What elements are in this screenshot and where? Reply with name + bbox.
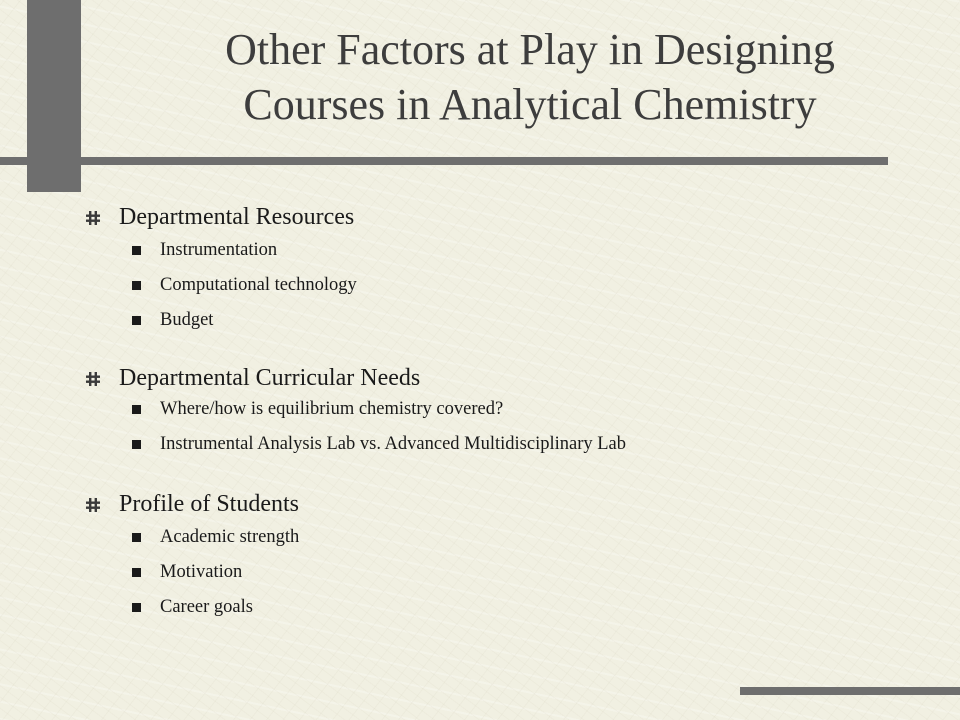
- slide-title-line-2: Courses in Analytical Chemistry: [243, 80, 817, 129]
- bullet-level2: [132, 595, 299, 630]
- bullet-level1: [86, 363, 626, 393]
- bullet-level1-text: Profile of Students: [119, 491, 299, 517]
- bullet-level2: [132, 308, 357, 343]
- bullet-level2-text: Budget: [160, 310, 214, 330]
- bullet-level2-text: Motivation: [160, 562, 243, 582]
- section-departmental-curricular-needs: [86, 363, 626, 467]
- bullet-level2-text: Where/how is equilibrium chemistry covered?: [160, 399, 504, 419]
- bullet-level2-text: Career goals: [160, 597, 253, 617]
- square-bullet-icon: [132, 246, 141, 255]
- bullet-level2-text: Computational technology: [160, 275, 357, 295]
- slide-title-line-1: Other Factors at Play in Designing: [225, 25, 835, 74]
- square-bullet-icon: [132, 316, 141, 325]
- bullet-level2: [132, 397, 626, 432]
- bullet-level2: [132, 273, 357, 308]
- hash-bullet-icon: [86, 211, 100, 225]
- bullet-level2: [132, 432, 626, 467]
- square-bullet-icon: [132, 405, 141, 414]
- section-departmental-resources: [86, 202, 357, 343]
- bullet-level1-text: Departmental Resources: [119, 204, 355, 230]
- bullet-level1: [86, 202, 357, 232]
- square-bullet-icon: [132, 603, 141, 612]
- bullet-level2: [132, 560, 299, 595]
- bullet-level2-text: Instrumentation: [160, 240, 278, 260]
- bullet-level2: [132, 525, 299, 560]
- square-bullet-icon: [132, 533, 141, 542]
- square-bullet-icon: [132, 568, 141, 577]
- bullet-level2: [132, 238, 357, 273]
- bullet-level2-text: Instrumental Analysis Lab vs. Advanced Multidisciplinary Lab: [160, 434, 627, 454]
- square-bullet-icon: [132, 440, 141, 449]
- bullet-level1: [86, 489, 299, 519]
- bullet-level2-text: Academic strength: [160, 527, 300, 547]
- hash-bullet-icon: [86, 372, 100, 386]
- square-bullet-icon: [132, 281, 141, 290]
- bullet-level1-text: Departmental Curricular Needs: [119, 365, 421, 391]
- section-profile-of-students: [86, 489, 299, 630]
- hash-bullet-icon: [86, 498, 100, 512]
